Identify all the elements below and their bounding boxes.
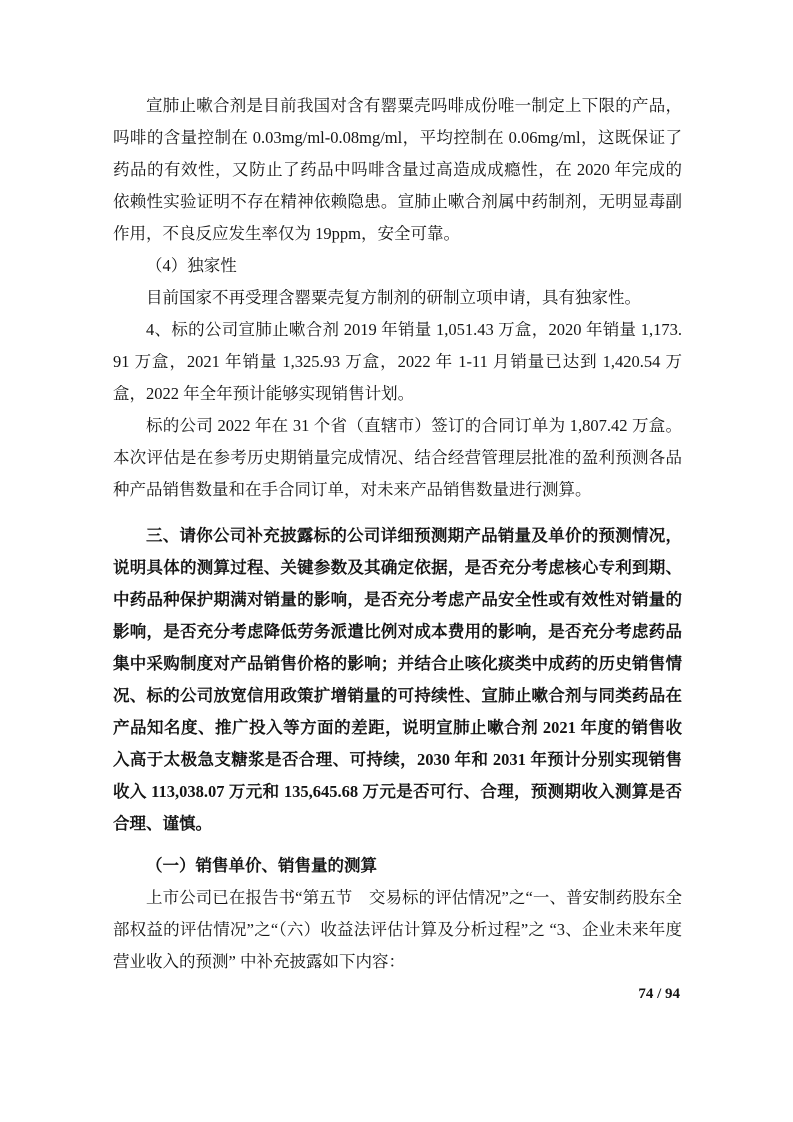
- paragraph-disclosure-intro: 上市公司已在报告书“第五节 交易标的评估情况”之“一、普安制药股东全部权益的评估情况”之“（六）收益法评估计算及分析过程”之 “3、企业未来年度营业收入的预测” 中补充披露如下内容：: [113, 888, 682, 971]
- page-footer: [113, 984, 682, 1004]
- section-heading-sales-price-volume: （一）销售单价、销售量的测算: [146, 856, 377, 875]
- paragraph-contract-orders: 标的公司 2022 年在 31 个省（直辖市）签订的合同订单为 1,807.42 万盒。本次评估是在参考历史期销量完成情况、结合经营管理层批准的盈利预测各品种产品销售数量和在手合同订单，对未来产品销售数量进行测算。: [113, 416, 682, 499]
- paragraph-sales-volume: 4、标的公司宣肺止嗽合剂 2019 年销量 1,051.43 万盒，2020 年销量 1,173.91 万盒，2021 年销量 1,325.93 万盒，2022 年 1-11 月销量已达到 1,420.54 万盒，2022 年全年预计能够实现销售计划。: [113, 320, 682, 403]
- paragraph-exclusivity-body: 目前国家不再受理含罂粟壳复方制剂的研制立项申请，具有独家性。: [146, 288, 641, 307]
- paragraph-inquiry-question: 三、请你公司补充披露标的公司详细预测期产品销量及单价的预测情况，说明具体的测算过程、关键参数及其确定依据，是否充分考虑核心专利到期、中药品种保护期满对销量的影响，是否充分考虑产品安全性或有效性对销量的影响，是否充分考虑降低劳务派遣比例对成本费用的影响，是否充分考虑药品集中采购制度对产品销售价格的影响；并结合止咳化痰类中成药的历史销售情况、标的公司放宽信用政策扩增销量的可持续性、宣肺止嗽合剂与同类药品在产品知名度、推广投入等方面的差距，说明宣肺止嗽合剂 2021 年度的销售收入高于太极急支糖浆是否合理、可持续，2030 年和 2031 年预计分别实现销售收入 113,038.07 万元和 135,645.68 万元是否可行、合理，预测期收入测算是否合理、谨慎。: [113, 526, 682, 833]
- page-number: 74 / 94: [638, 986, 680, 1002]
- paragraph-exclusivity-title: （4）独家性: [146, 256, 237, 275]
- paragraph-drug-intro: 宣肺止嗽合剂是目前我国对含有罂粟壳吗啡成份唯一制定上下限的产品，吗啡的含量控制在 0.03mg/ml-0.08mg/ml，平均控制在 0.06mg/ml，这既保证了药品的有效性，又防止了药品中吗啡含量过高造成成瘾性，在 2020 年完成的依赖性实验证明不存在精神依赖隐患。宣肺止嗽合剂属中药制剂，无明显毒副作用，不良反应发生率仅为 19ppm，安全可靠。: [113, 96, 682, 243]
